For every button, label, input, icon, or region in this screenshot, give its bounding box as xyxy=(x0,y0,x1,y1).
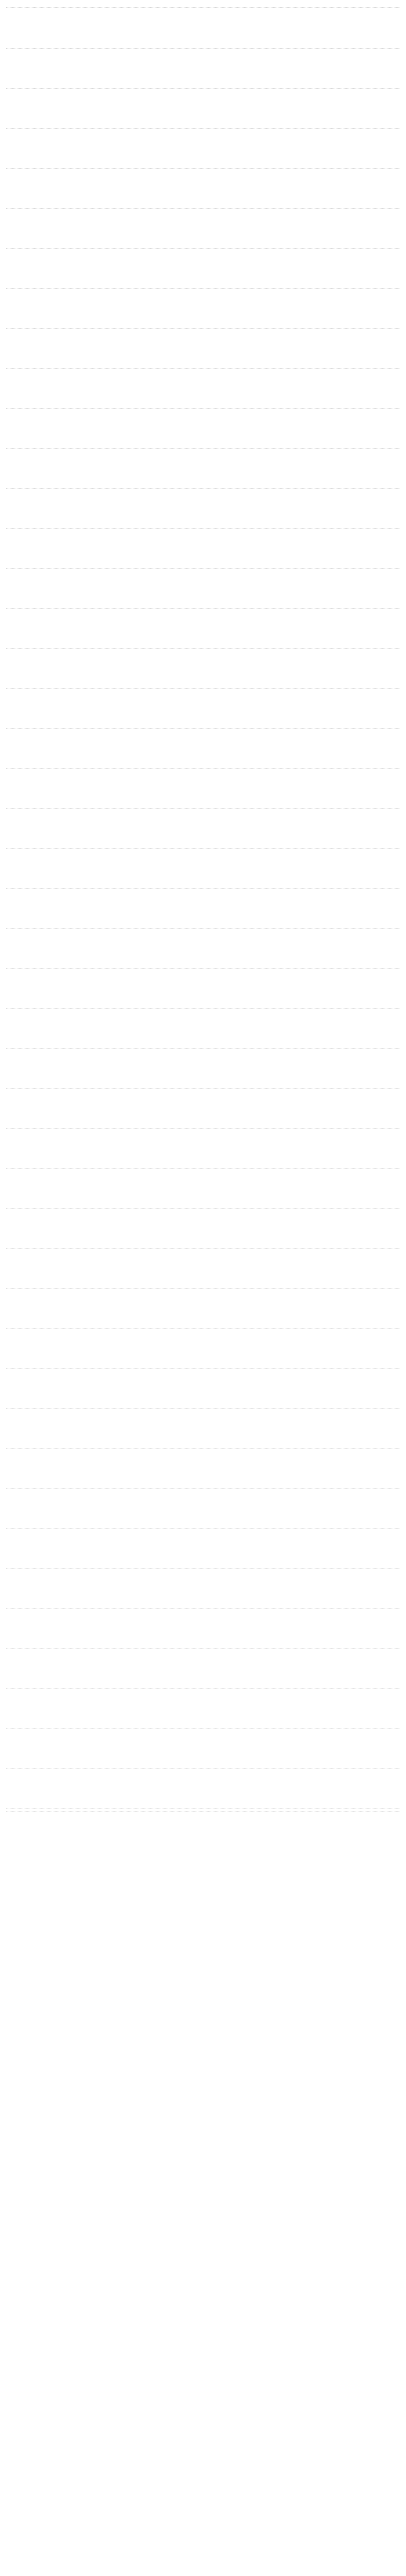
content-paragraph xyxy=(6,690,400,729)
content-paragraph xyxy=(6,1330,400,1369)
chapter-content xyxy=(6,10,400,1809)
content-paragraph xyxy=(6,1530,400,1569)
content-paragraph xyxy=(6,170,400,209)
content-paragraph xyxy=(6,570,400,609)
content-paragraph xyxy=(6,890,400,929)
content-paragraph xyxy=(6,370,400,409)
content-paragraph xyxy=(6,1690,400,1729)
content-paragraph xyxy=(6,130,400,169)
content-paragraph xyxy=(6,1250,400,1289)
content-paragraph xyxy=(6,1090,400,1129)
content-paragraph xyxy=(6,490,400,529)
content-paragraph xyxy=(6,450,400,489)
content-paragraph xyxy=(6,50,400,89)
content-paragraph xyxy=(6,1610,400,1649)
content-paragraph xyxy=(6,1450,400,1489)
content-paragraph xyxy=(6,530,400,569)
content-paragraph xyxy=(6,330,400,369)
content-paragraph xyxy=(6,610,400,649)
content-paragraph xyxy=(6,730,400,769)
content-paragraph xyxy=(6,1050,400,1089)
content-paragraph xyxy=(6,1490,400,1529)
content-paragraph xyxy=(6,1370,400,1409)
content-paragraph xyxy=(6,1410,400,1449)
content-paragraph xyxy=(6,930,400,969)
content-paragraph xyxy=(6,1170,400,1209)
content-paragraph xyxy=(6,810,400,849)
content-paragraph xyxy=(6,410,400,449)
content-paragraph xyxy=(6,10,400,49)
content-paragraph xyxy=(6,1010,400,1049)
content-paragraph xyxy=(6,850,400,889)
content-paragraph xyxy=(6,1130,400,1169)
content-paragraph xyxy=(6,650,400,689)
content-paragraph xyxy=(6,970,400,1009)
content-paragraph xyxy=(6,1290,400,1329)
content-paragraph xyxy=(6,210,400,249)
content-paragraph xyxy=(6,1730,400,1769)
content-paragraph xyxy=(6,250,400,289)
content-paragraph xyxy=(6,1210,400,1249)
content-paragraph xyxy=(6,290,400,329)
content-paragraph xyxy=(6,90,400,129)
content-paragraph xyxy=(6,770,400,809)
content-paragraph xyxy=(6,1770,400,1809)
content-paragraph xyxy=(6,1570,400,1609)
divider xyxy=(6,7,400,8)
content-paragraph xyxy=(6,1650,400,1689)
